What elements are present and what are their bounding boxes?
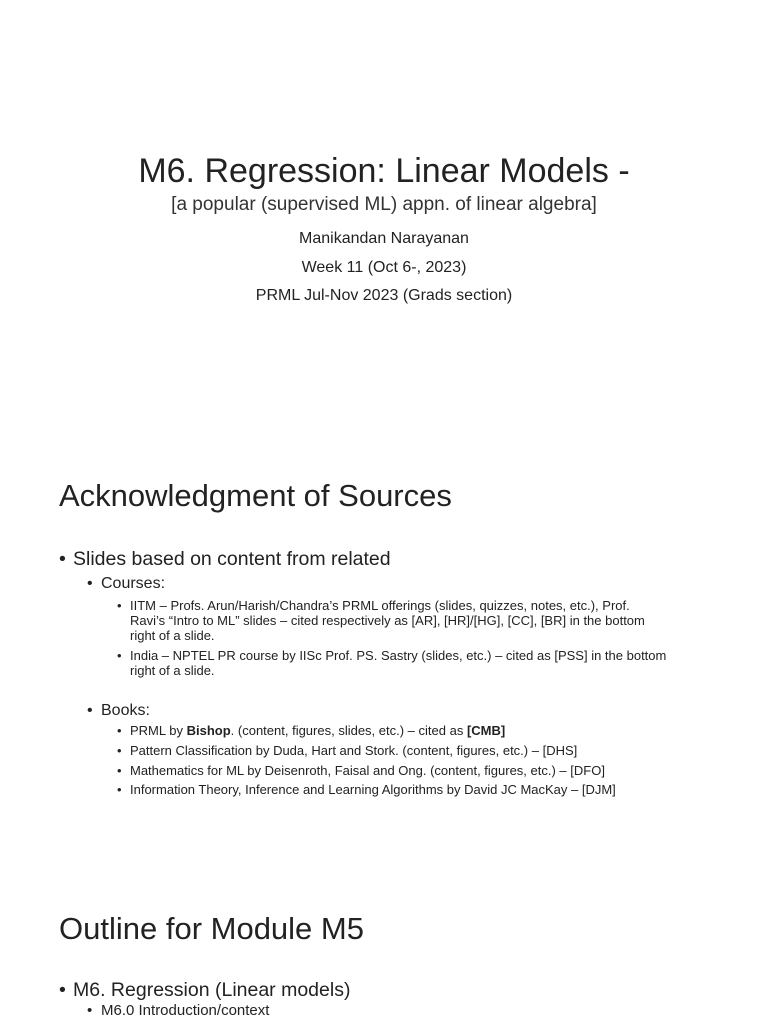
bullet-text: M6. Regression (Linear models) <box>73 979 351 1001</box>
book-text: Pattern Classification by Duda, Hart and Stork. (content, figures, etc.) – [DHS] <box>130 743 578 758</box>
bullet-icon: • <box>117 723 122 738</box>
author-name: Manikandan Narayanan <box>299 230 469 247</box>
bullet-icon: • <box>117 598 122 613</box>
bullet-icon: • <box>59 979 66 1001</box>
book-text: Mathematics for ML by Deisenroth, Faisal and Ong. (content, figures, etc.) – [DFO] <box>130 763 605 778</box>
bullet-icon: • <box>59 548 66 570</box>
bullet-text: M6.0 Introduction/context <box>101 1002 270 1019</box>
course-info: PRML Jul-Nov 2023 (Grads section) <box>255 287 513 304</box>
course-line: Ravi’s “Intro to ML” slides – cited respectively as [AR], [HR]/[HG], [CC], [BR] in the bottom <box>130 613 645 628</box>
slide-title: M6. Regression: Linear Models - <box>138 152 630 190</box>
list-item <box>87 1001 270 1021</box>
list-item <box>59 978 351 1002</box>
courses-label: Courses: <box>101 575 166 592</box>
bullet-icon: • <box>87 1002 93 1019</box>
course-line: right of a slide. <box>130 663 215 678</box>
bullet-icon: • <box>87 575 93 592</box>
slide-heading: Acknowledgment of Sources <box>59 478 452 513</box>
book-author: Bishop <box>186 723 231 738</box>
slide-subtitle: [a popular (supervised ML) appn. of linear algebra] <box>171 194 597 215</box>
slide-heading: Outline for Module M5 <box>59 911 364 946</box>
course-line: IITM – Profs. Arun/Harish/Chandra’s PRML offerings (slides, quizzes, notes, etc.), Prof. <box>130 598 630 613</box>
bullet-icon: • <box>117 743 122 758</box>
books-label: Books: <box>101 702 150 719</box>
bullet-icon: • <box>87 702 93 719</box>
week-info: Week 11 (Oct 6-, 2023) <box>301 259 467 276</box>
bullet-icon: • <box>117 648 122 663</box>
bullet-icon: • <box>117 763 122 778</box>
book-text: PRML by <box>130 723 187 738</box>
book-text: Information Theory, Inference and Learning Algorithms by David JC MacKay – [DJM] <box>130 782 616 797</box>
book-cite: [CMB] <box>466 723 506 738</box>
course-line: India – NPTEL PR course by IISc Prof. PS. Sastry (slides, etc.) – cited as [PSS] in the bottom <box>130 648 667 663</box>
bullet-icon: • <box>117 782 122 797</box>
bullet-text: Slides based on content from related <box>73 548 391 570</box>
course-line: right of a slide. <box>130 628 215 643</box>
book-text: . (content, figures, slides, etc.) – cited as <box>230 723 467 738</box>
